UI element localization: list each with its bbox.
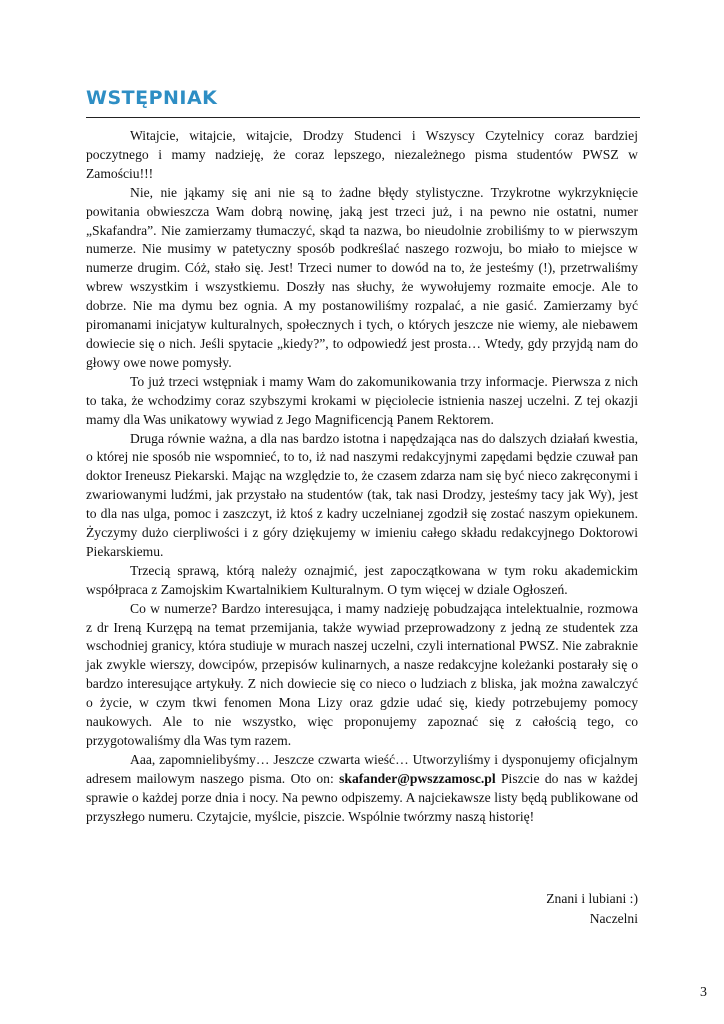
paragraph: To już trzeci wstępniak i mamy Wam do zakomunikowania trzy informacje. Pierwsza z nich to taka, że wchodzimy coraz szybszymi krokami w pięciolecie istnienia naszej uczelni. Z tej okazji mamy dla Was unikatowy wywiad z Jego Magnificencją Panem Rektorem.	[86, 373, 638, 427]
page-number: 3	[700, 985, 707, 1000]
contact-email[interactable]: skafander@pwszzamosc.pl	[339, 770, 496, 786]
paragraph: Trzecią sprawą, którą należy oznajmić, jest zapoczątkowana w tym roku akademickim współpraca z Zamojskim Kwartalnikiem Kulturalnym. O tym więcej w dziale Ogłoszeń.	[86, 562, 638, 597]
title-divider	[86, 117, 640, 118]
signature-line: Znani i lubiani :)	[546, 891, 638, 906]
paragraph: Witajcie, witajcie, witajcie, Drodzy Studenci i Wszyscy Czytelnicy coraz bardziej poczytnego i mamy nadzieję, że coraz lepszego, niezależnego pisma studentów PWSZ w Zamościu!!!	[86, 128, 638, 181]
signature	[546, 889, 638, 929]
paragraph-text: Aaa, zapomnielibyśmy… Jeszcze czwarta wieść… Utworzyliśmy i dysponujemy oficjalnym adresem mailowym naszego pisma. Oto on:	[86, 751, 638, 786]
paragraph-text: Piszcie do nas w każdej sprawie o każdej porze dnia i nocy. Na pewno odpiszemy. A najciekawsze listy będą publikowane od przyszłego numeru. Czytajcie, myślcie, piszcie. Wspólnie twórzmy naszą historię!	[86, 770, 638, 824]
page-title: WSTĘPNIAK	[86, 87, 218, 109]
paragraph: Co w numerze? Bardzo interesująca, i mamy nadzieję pobudzająca intelektualnie, rozmowa z dr Ireną Kurzępą na temat przemijania, także wywiad przeprowadzony z jedną ze studentek zza wschodniej granicy, która studiuje w murach naszej uczelni, czyli international PWSZ. Nie zabraknie jak zwykle wierszy, dowcipów, przepisów kulinarnych, a nasze redakcyjne koleżanki postarały się o bardzo interesujące artykuły. Z nich dowiecie się co nieco o ludziach z bliska, jak można zawalczyć o życie, w czym tkwi fenomen Mona Lizy oraz gdzie udać się, kiedy potrzebujemy pomocy naukowych. Ale to nie wszystko, więc proponujemy zapoznać się z całością tego, co przygotowaliśmy dla Was tym razem.	[86, 600, 638, 748]
paragraph-email-announcement	[86, 751, 638, 827]
paragraph: Druga równie ważna, a dla nas bardzo istotna i napędzająca nas do dalszych działań kwestia, o której nie sposób nie wspomnieć, to to, iż nad naszymi redakcyjnymi zapędami będzie czuwał pan doktor Ireneusz Piekarski. Mając na względzie to, że czasem zdarza nam się być nieco zakręconymi i zwariowanymi ludźmi, jak przystało na studentów (tak, tak nasi Drodzy, jesteśmy tacy jak Wy), jest to dla nas ulga, pomoc i zaszczyt, iż ktoś z kadry uczelnianej zgodził się zostać naszym opiekunem. Życzymy dużo cierpliwości i z góry dziękujemy w imieniu całego składu redakcyjnego Doktorowi Piekarskiemu.	[86, 430, 638, 559]
signature-author: Naczelni	[589, 911, 638, 926]
paragraph: Nie, nie jąkamy się ani nie są to żadne błędy stylistyczne. Trzykrotne wykrzyknięcie powitania obwieszcza Wam dobrą nowinę, jaką jest trzeci już, i na pewno nie ostatni, numer „Skafandra”. Nie zamierzamy tłumaczyć, skąd ta nazwa, bo nieudolnie zrobiliśmy to w pierwszym numerze. Nie musimy w patetyczny sposób podkreślać naszego rozwoju, bo miało to miejsce w numerze drugim. Cóż, stało się. Jest! Trzeci numer to dowód na to, że jesteśmy (!), przetrwaliśmy wbrew wszystkim i wszystkiemu. Doszły nas słuchy, że wywołujemy rozmaite emocje. Ale to dobrze. Nie ma dymu bez ognia. A my postanowiliśmy rozpalać, a nie gasić. Zamierzamy być piromanami inicjatyw kulturalnych, społecznych i tych, o których jeszcze nie wiemy, ale niebawem dowiecie się o nich. Jeśli spytacie „kiedy?”, to odpowiedź jest prosta… Wtedy, gdy przyjdą nam do głowy owe nowe pomysły.	[86, 184, 638, 370]
editorial-body	[86, 127, 638, 827]
